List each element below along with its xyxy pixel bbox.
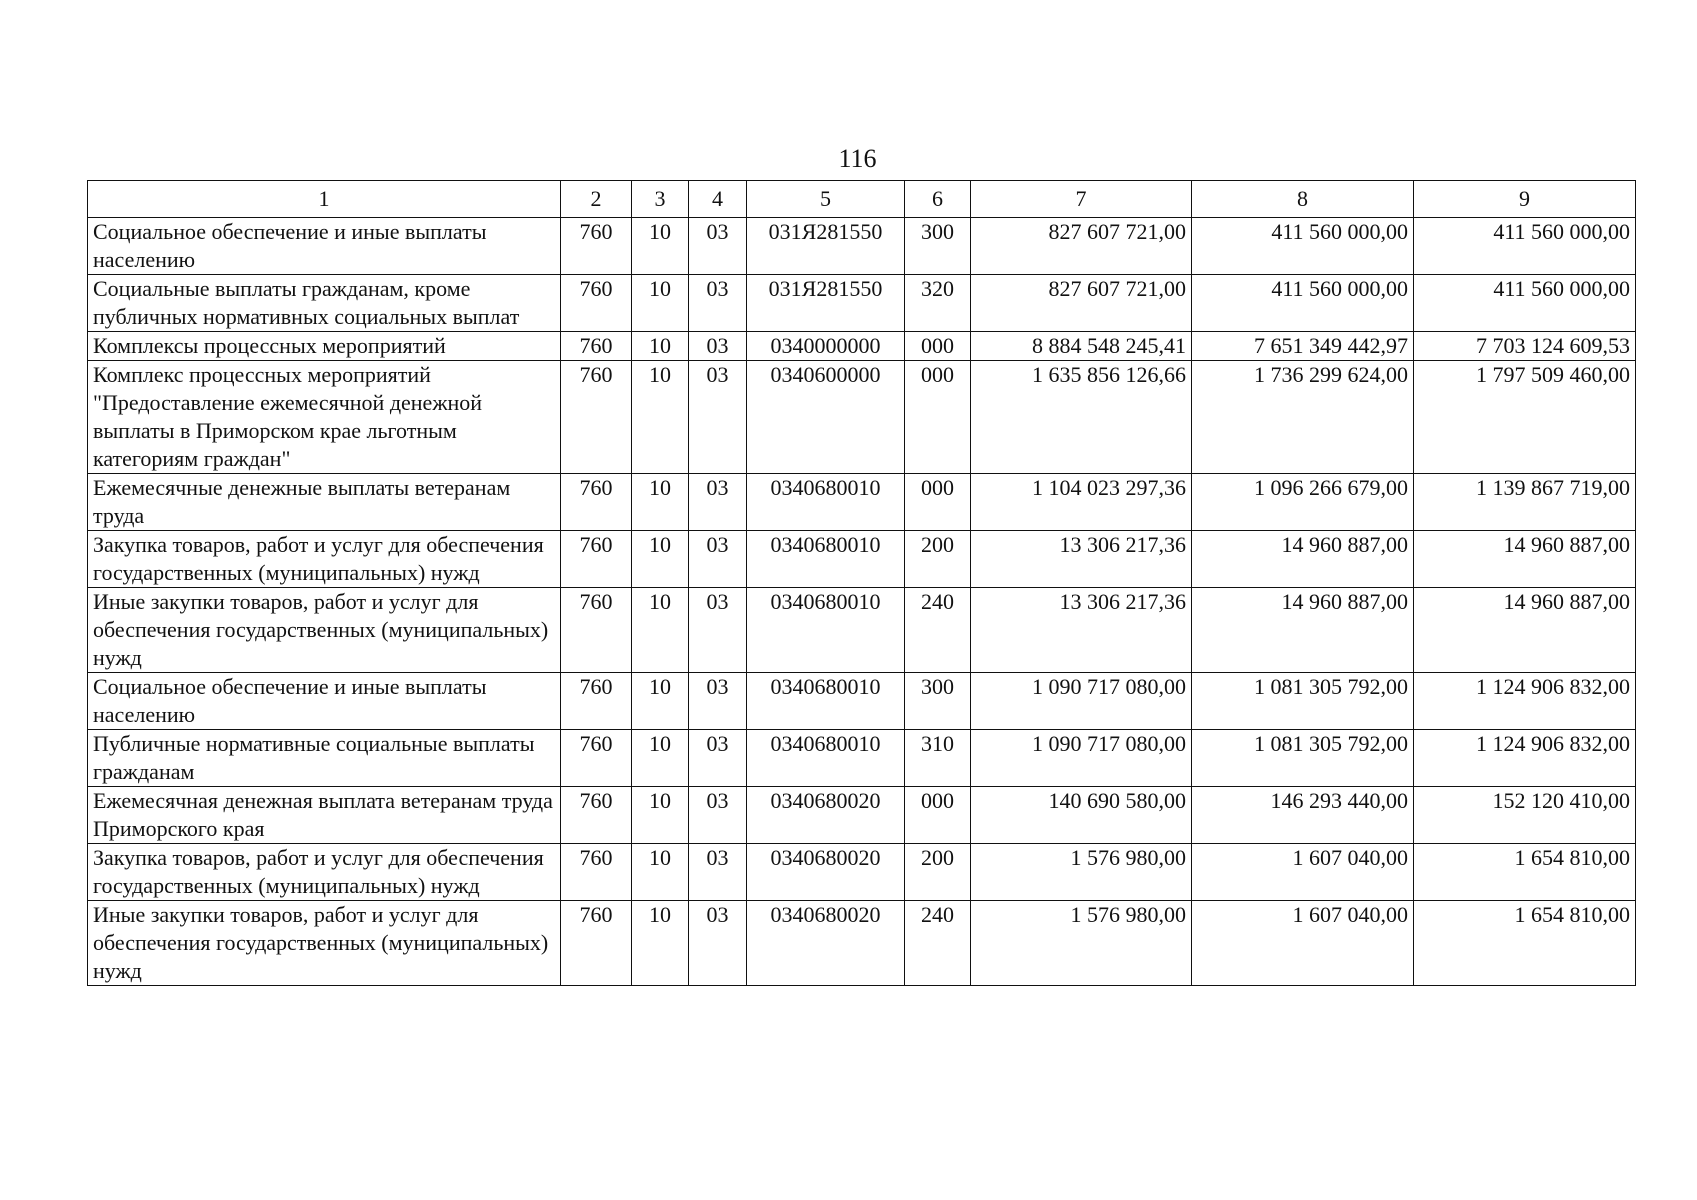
section-code-cell: 10 [632, 901, 689, 986]
header-cell: 6 [905, 181, 971, 218]
ministry-code-cell: 760 [561, 275, 632, 332]
amount-col9-cell: 7 703 124 609,53 [1414, 332, 1636, 361]
section-code-cell: 10 [632, 787, 689, 844]
amount-col9-cell: 1 797 509 460,00 [1414, 361, 1636, 474]
amount-col9-cell: 152 120 410,00 [1414, 787, 1636, 844]
table-row [88, 332, 1636, 361]
section-code-cell: 10 [632, 218, 689, 275]
table-row [88, 275, 1636, 332]
amount-col8-cell: 14 960 887,00 [1192, 531, 1414, 588]
expense-type-cell: 240 [905, 901, 971, 986]
row-name-cell: Иные закупки товаров, работ и услуг для обеспечения государственных (муниципальных) нужд [88, 901, 561, 986]
amount-col8-cell: 1 736 299 624,00 [1192, 361, 1414, 474]
ministry-code-cell: 760 [561, 844, 632, 901]
header-cell: 2 [561, 181, 632, 218]
target-article-cell: 031Я281550 [747, 275, 905, 332]
ministry-code-cell: 760 [561, 588, 632, 673]
ministry-code-cell: 760 [561, 361, 632, 474]
subsection-code-cell: 03 [689, 588, 747, 673]
amount-col9-cell: 1 654 810,00 [1414, 901, 1636, 986]
row-name-cell: Иные закупки товаров, работ и услуг для обеспечения государственных (муниципальных) нужд [88, 588, 561, 673]
header-cell: 1 [88, 181, 561, 218]
amount-col9-cell: 1 139 867 719,00 [1414, 474, 1636, 531]
expense-type-cell: 000 [905, 332, 971, 361]
table-row [88, 673, 1636, 730]
amount-col9-cell: 14 960 887,00 [1414, 531, 1636, 588]
amount-col7-cell: 8 884 548 245,41 [971, 332, 1192, 361]
expense-type-cell: 310 [905, 730, 971, 787]
subsection-code-cell: 03 [689, 787, 747, 844]
subsection-code-cell: 03 [689, 275, 747, 332]
ministry-code-cell: 760 [561, 787, 632, 844]
section-code-cell: 10 [632, 474, 689, 531]
expense-type-cell: 000 [905, 787, 971, 844]
ministry-code-cell: 760 [561, 474, 632, 531]
amount-col7-cell: 1 090 717 080,00 [971, 730, 1192, 787]
section-code-cell: 10 [632, 332, 689, 361]
section-code-cell: 10 [632, 275, 689, 332]
row-name-cell: Закупка товаров, работ и услуг для обеспечения государственных (муниципальных) нужд [88, 844, 561, 901]
target-article-cell: 0340680010 [747, 730, 905, 787]
target-article-cell: 0340000000 [747, 332, 905, 361]
subsection-code-cell: 03 [689, 218, 747, 275]
section-code-cell: 10 [632, 844, 689, 901]
ministry-code-cell: 760 [561, 730, 632, 787]
amount-col7-cell: 1 635 856 126,66 [971, 361, 1192, 474]
amount-col8-cell: 411 560 000,00 [1192, 275, 1414, 332]
amount-col8-cell: 1 607 040,00 [1192, 901, 1414, 986]
amount-col9-cell: 14 960 887,00 [1414, 588, 1636, 673]
header-cell: 7 [971, 181, 1192, 218]
amount-col9-cell: 411 560 000,00 [1414, 218, 1636, 275]
table-row [88, 361, 1636, 474]
subsection-code-cell: 03 [689, 730, 747, 787]
row-name-cell: Ежемесячная денежная выплата ветеранам труда Приморского края [88, 787, 561, 844]
amount-col8-cell: 1 081 305 792,00 [1192, 730, 1414, 787]
amount-col8-cell: 1 096 266 679,00 [1192, 474, 1414, 531]
target-article-cell: 0340680010 [747, 673, 905, 730]
table-row [88, 787, 1636, 844]
target-article-cell: 0340680020 [747, 901, 905, 986]
header-cell: 3 [632, 181, 689, 218]
table-row [88, 588, 1636, 673]
subsection-code-cell: 03 [689, 361, 747, 474]
amount-col7-cell: 140 690 580,00 [971, 787, 1192, 844]
amount-col8-cell: 146 293 440,00 [1192, 787, 1414, 844]
amount-col9-cell: 411 560 000,00 [1414, 275, 1636, 332]
section-code-cell: 10 [632, 730, 689, 787]
expense-type-cell: 300 [905, 218, 971, 275]
target-article-cell: 0340680010 [747, 588, 905, 673]
table-row [88, 844, 1636, 901]
target-article-cell: 0340600000 [747, 361, 905, 474]
target-article-cell: 0340680010 [747, 531, 905, 588]
expense-type-cell: 200 [905, 844, 971, 901]
header-row [88, 181, 1636, 218]
target-article-cell: 031Я281550 [747, 218, 905, 275]
amount-col7-cell: 1 104 023 297,36 [971, 474, 1192, 531]
subsection-code-cell: 03 [689, 844, 747, 901]
amount-col8-cell: 1 081 305 792,00 [1192, 673, 1414, 730]
amount-col7-cell: 13 306 217,36 [971, 588, 1192, 673]
target-article-cell: 0340680020 [747, 787, 905, 844]
table-row [88, 730, 1636, 787]
subsection-code-cell: 03 [689, 474, 747, 531]
row-name-cell: Закупка товаров, работ и услуг для обеспечения государственных (муниципальных) нужд [88, 531, 561, 588]
amount-col7-cell: 1 576 980,00 [971, 901, 1192, 986]
amount-col9-cell: 1 124 906 832,00 [1414, 673, 1636, 730]
table-row [88, 531, 1636, 588]
amount-col8-cell: 14 960 887,00 [1192, 588, 1414, 673]
subsection-code-cell: 03 [689, 531, 747, 588]
expense-type-cell: 000 [905, 361, 971, 474]
header-cell: 5 [747, 181, 905, 218]
expense-type-cell: 000 [905, 474, 971, 531]
expense-type-cell: 200 [905, 531, 971, 588]
expense-type-cell: 240 [905, 588, 971, 673]
header-cell: 8 [1192, 181, 1414, 218]
budget-table [87, 180, 1636, 986]
section-code-cell: 10 [632, 588, 689, 673]
table-body [88, 218, 1636, 986]
amount-col8-cell: 7 651 349 442,97 [1192, 332, 1414, 361]
amount-col7-cell: 13 306 217,36 [971, 531, 1192, 588]
ministry-code-cell: 760 [561, 901, 632, 986]
amount-col7-cell: 827 607 721,00 [971, 218, 1192, 275]
ministry-code-cell: 760 [561, 531, 632, 588]
header-cell: 9 [1414, 181, 1636, 218]
header-cell: 4 [689, 181, 747, 218]
amount-col7-cell: 1 576 980,00 [971, 844, 1192, 901]
amount-col9-cell: 1 654 810,00 [1414, 844, 1636, 901]
amount-col8-cell: 1 607 040,00 [1192, 844, 1414, 901]
ministry-code-cell: 760 [561, 218, 632, 275]
table-row [88, 218, 1636, 275]
amount-col8-cell: 411 560 000,00 [1192, 218, 1414, 275]
ministry-code-cell: 760 [561, 673, 632, 730]
section-code-cell: 10 [632, 673, 689, 730]
row-name-cell: Социальное обеспечение и иные выплаты населению [88, 218, 561, 275]
row-name-cell: Социальные выплаты гражданам, кроме публичных нормативных социальных выплат [88, 275, 561, 332]
section-code-cell: 10 [632, 361, 689, 474]
row-name-cell: Социальное обеспечение и иные выплаты населению [88, 673, 561, 730]
row-name-cell: Комплекс процессных мероприятий "Предоставление ежемесячной денежной выплаты в Приморском крае льготным категориям граждан" [88, 361, 561, 474]
subsection-code-cell: 03 [689, 901, 747, 986]
subsection-code-cell: 03 [689, 673, 747, 730]
row-name-cell: Публичные нормативные социальные выплаты гражданам [88, 730, 561, 787]
section-code-cell: 10 [632, 531, 689, 588]
table-row [88, 474, 1636, 531]
expense-type-cell: 320 [905, 275, 971, 332]
row-name-cell: Комплексы процессных мероприятий [88, 332, 561, 361]
expense-type-cell: 300 [905, 673, 971, 730]
ministry-code-cell: 760 [561, 332, 632, 361]
amount-col7-cell: 1 090 717 080,00 [971, 673, 1192, 730]
page-number: 116 [838, 144, 877, 173]
table-row [88, 901, 1636, 986]
amount-col9-cell: 1 124 906 832,00 [1414, 730, 1636, 787]
row-name-cell: Ежемесячные денежные выплаты ветеранам труда [88, 474, 561, 531]
target-article-cell: 0340680020 [747, 844, 905, 901]
amount-col7-cell: 827 607 721,00 [971, 275, 1192, 332]
target-article-cell: 0340680010 [747, 474, 905, 531]
subsection-code-cell: 03 [689, 332, 747, 361]
